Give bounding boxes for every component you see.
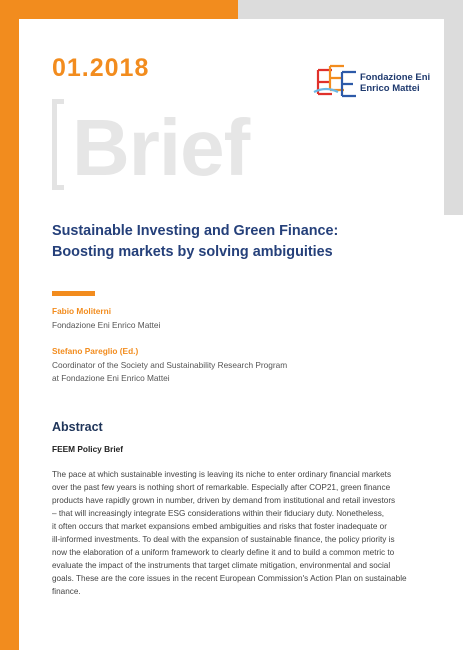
author-name: Fabio Moliterni bbox=[52, 306, 111, 316]
abstract-line: The pace at which sustainable investing is leaving its niche to enter ordinary financial markets bbox=[52, 470, 392, 479]
abstract-line: – that will increasingly integrate ESG considerations within their fiduciary duty. Nonetheless, bbox=[52, 509, 385, 518]
issue-number: 01.2018 bbox=[52, 54, 150, 82]
author-affiliation: at Fondazione Eni Enrico Mattei bbox=[52, 373, 170, 383]
abstract-line: over the past few years is nothing short of remarkable. Especially after COP21, green finance bbox=[52, 483, 391, 492]
orange-frame-top bbox=[0, 0, 238, 19]
author-name: Stefano Pareglio (Ed.) bbox=[52, 346, 139, 356]
author-affiliation: Coordinator of the Society and Sustainability Research Program bbox=[52, 360, 288, 370]
abstract-line: evaluate the impact of the instruments that target climate mitigation, environmental and social bbox=[52, 561, 391, 570]
logo-line-2: Enrico Mattei bbox=[360, 83, 420, 94]
abstract-line: ill-informed investments. To deal with the expansion of sustainable finance, the policy priority is bbox=[52, 535, 395, 544]
abstract-line: finance. bbox=[52, 587, 81, 596]
gray-frame-right bbox=[444, 0, 463, 215]
abstract-line: goals. These are the core issues in the recent European Commission's Action Plan on sustainable bbox=[52, 574, 407, 583]
abstract-line: products have rapidly grown in number, driven by demand from institutional and retail investors bbox=[52, 496, 396, 505]
abstract-heading: Abstract bbox=[52, 420, 103, 434]
logo-line-1: Fondazione Eni bbox=[360, 72, 431, 83]
title-line: Boosting markets by solving ambiguities bbox=[52, 244, 333, 260]
brief-label: Brief bbox=[72, 103, 250, 192]
title-line: Sustainable Investing and Green Finance: bbox=[52, 223, 339, 239]
abstract-subheading: FEEM Policy Brief bbox=[52, 444, 124, 454]
orange-frame-left bbox=[0, 0, 19, 650]
author-affiliation: Fondazione Eni Enrico Mattei bbox=[52, 320, 161, 330]
brief-bracket bbox=[52, 99, 64, 190]
feem-logo-text bbox=[360, 72, 430, 94]
accent-divider bbox=[52, 291, 95, 296]
abstract-line: now the elaboration of a uniform framework to clearly define it and to build a common metric to bbox=[52, 548, 395, 557]
abstract-line: it often occurs that market expansions embed ambiguities and risks that foster inadequate or bbox=[52, 522, 387, 531]
gray-frame-top bbox=[238, 0, 463, 19]
document-title bbox=[52, 221, 432, 263]
